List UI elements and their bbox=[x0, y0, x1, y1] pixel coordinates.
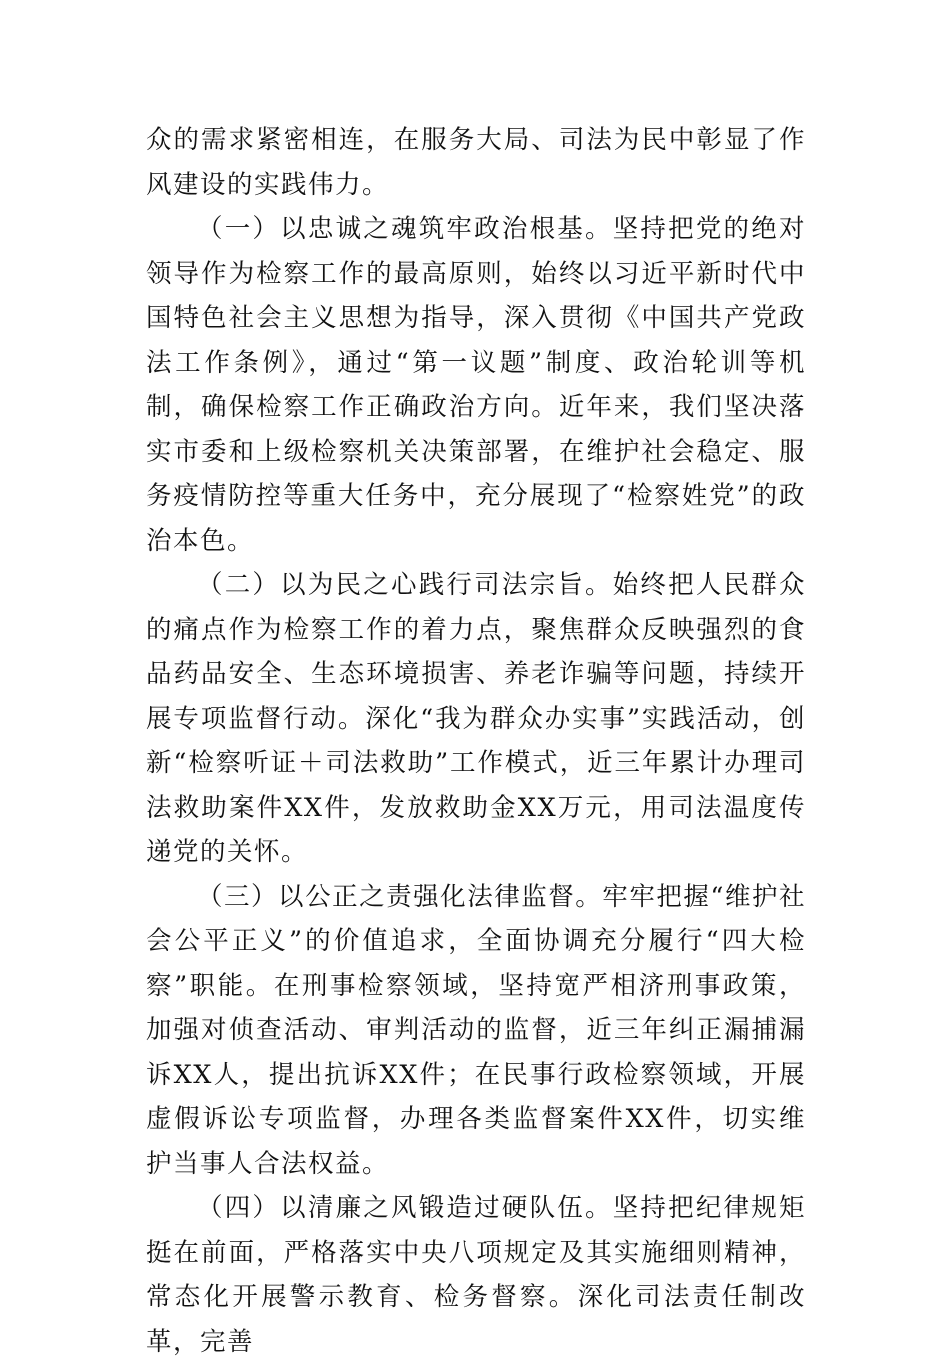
paragraph-section-4: （四）以清廉之风锻造过硬队伍。坚持把纪律规矩挺在前面，严格落实中央八项规定及其实施细则精神，常态化开展警示教育、检务督察。深化司法责任制改革，完善 bbox=[146, 1193, 806, 1357]
paragraph-section-1: （一）以忠诚之魂筑牢政治根基。坚持把党的绝对领导作为检察工作的最高原则，始终以习近平新时代中国特色社会主义思想为指导，深入贯彻《中国共产党政法工作条例》，通过“第一议题”制度、政治轮训等机制，确保检察工作正确政治方向。近年来，我们坚决落实市委和上级检察机关决策部署，在维护社会稳定、服务疫情防控等重大任务中，充分展现了“检察姓党”的政治本色。 bbox=[146, 214, 806, 556]
document-body bbox=[146, 118, 806, 1364]
paragraph-continuation: 众的需求紧密相连，在服务大局、司法为民中彰显了作风建设的实践伟力。 bbox=[146, 125, 806, 200]
paragraph-section-2: （二）以为民之心践行司法宗旨。始终把人民群众的痛点作为检察工作的着力点，聚焦群众反映强烈的食品药品安全、生态环境损害、养老诈骗等问题，持续开展专项监督行动。深化“我为群众办实事”实践活动，创新“检察听证＋司法救助”工作模式，近三年累计办理司法救助案件XX件，发放救助金XX万元，用司法温度传递党的关怀。 bbox=[146, 570, 806, 867]
paragraph-section-3: （三）以公正之责强化法律监督。牢牢把握“维护社会公平正义”的价值追求，全面协调充分履行“四大检察”职能。在刑事检察领域，坚持宽严相济刑事政策，加强对侦查活动、审判活动的监督，近三年纠正漏捕漏诉XX人，提出抗诉XX件；在民事行政检察领域，开展虚假诉讼专项监督，办理各类监督案件XX件，切实维护当事人合法权益。 bbox=[146, 881, 806, 1179]
